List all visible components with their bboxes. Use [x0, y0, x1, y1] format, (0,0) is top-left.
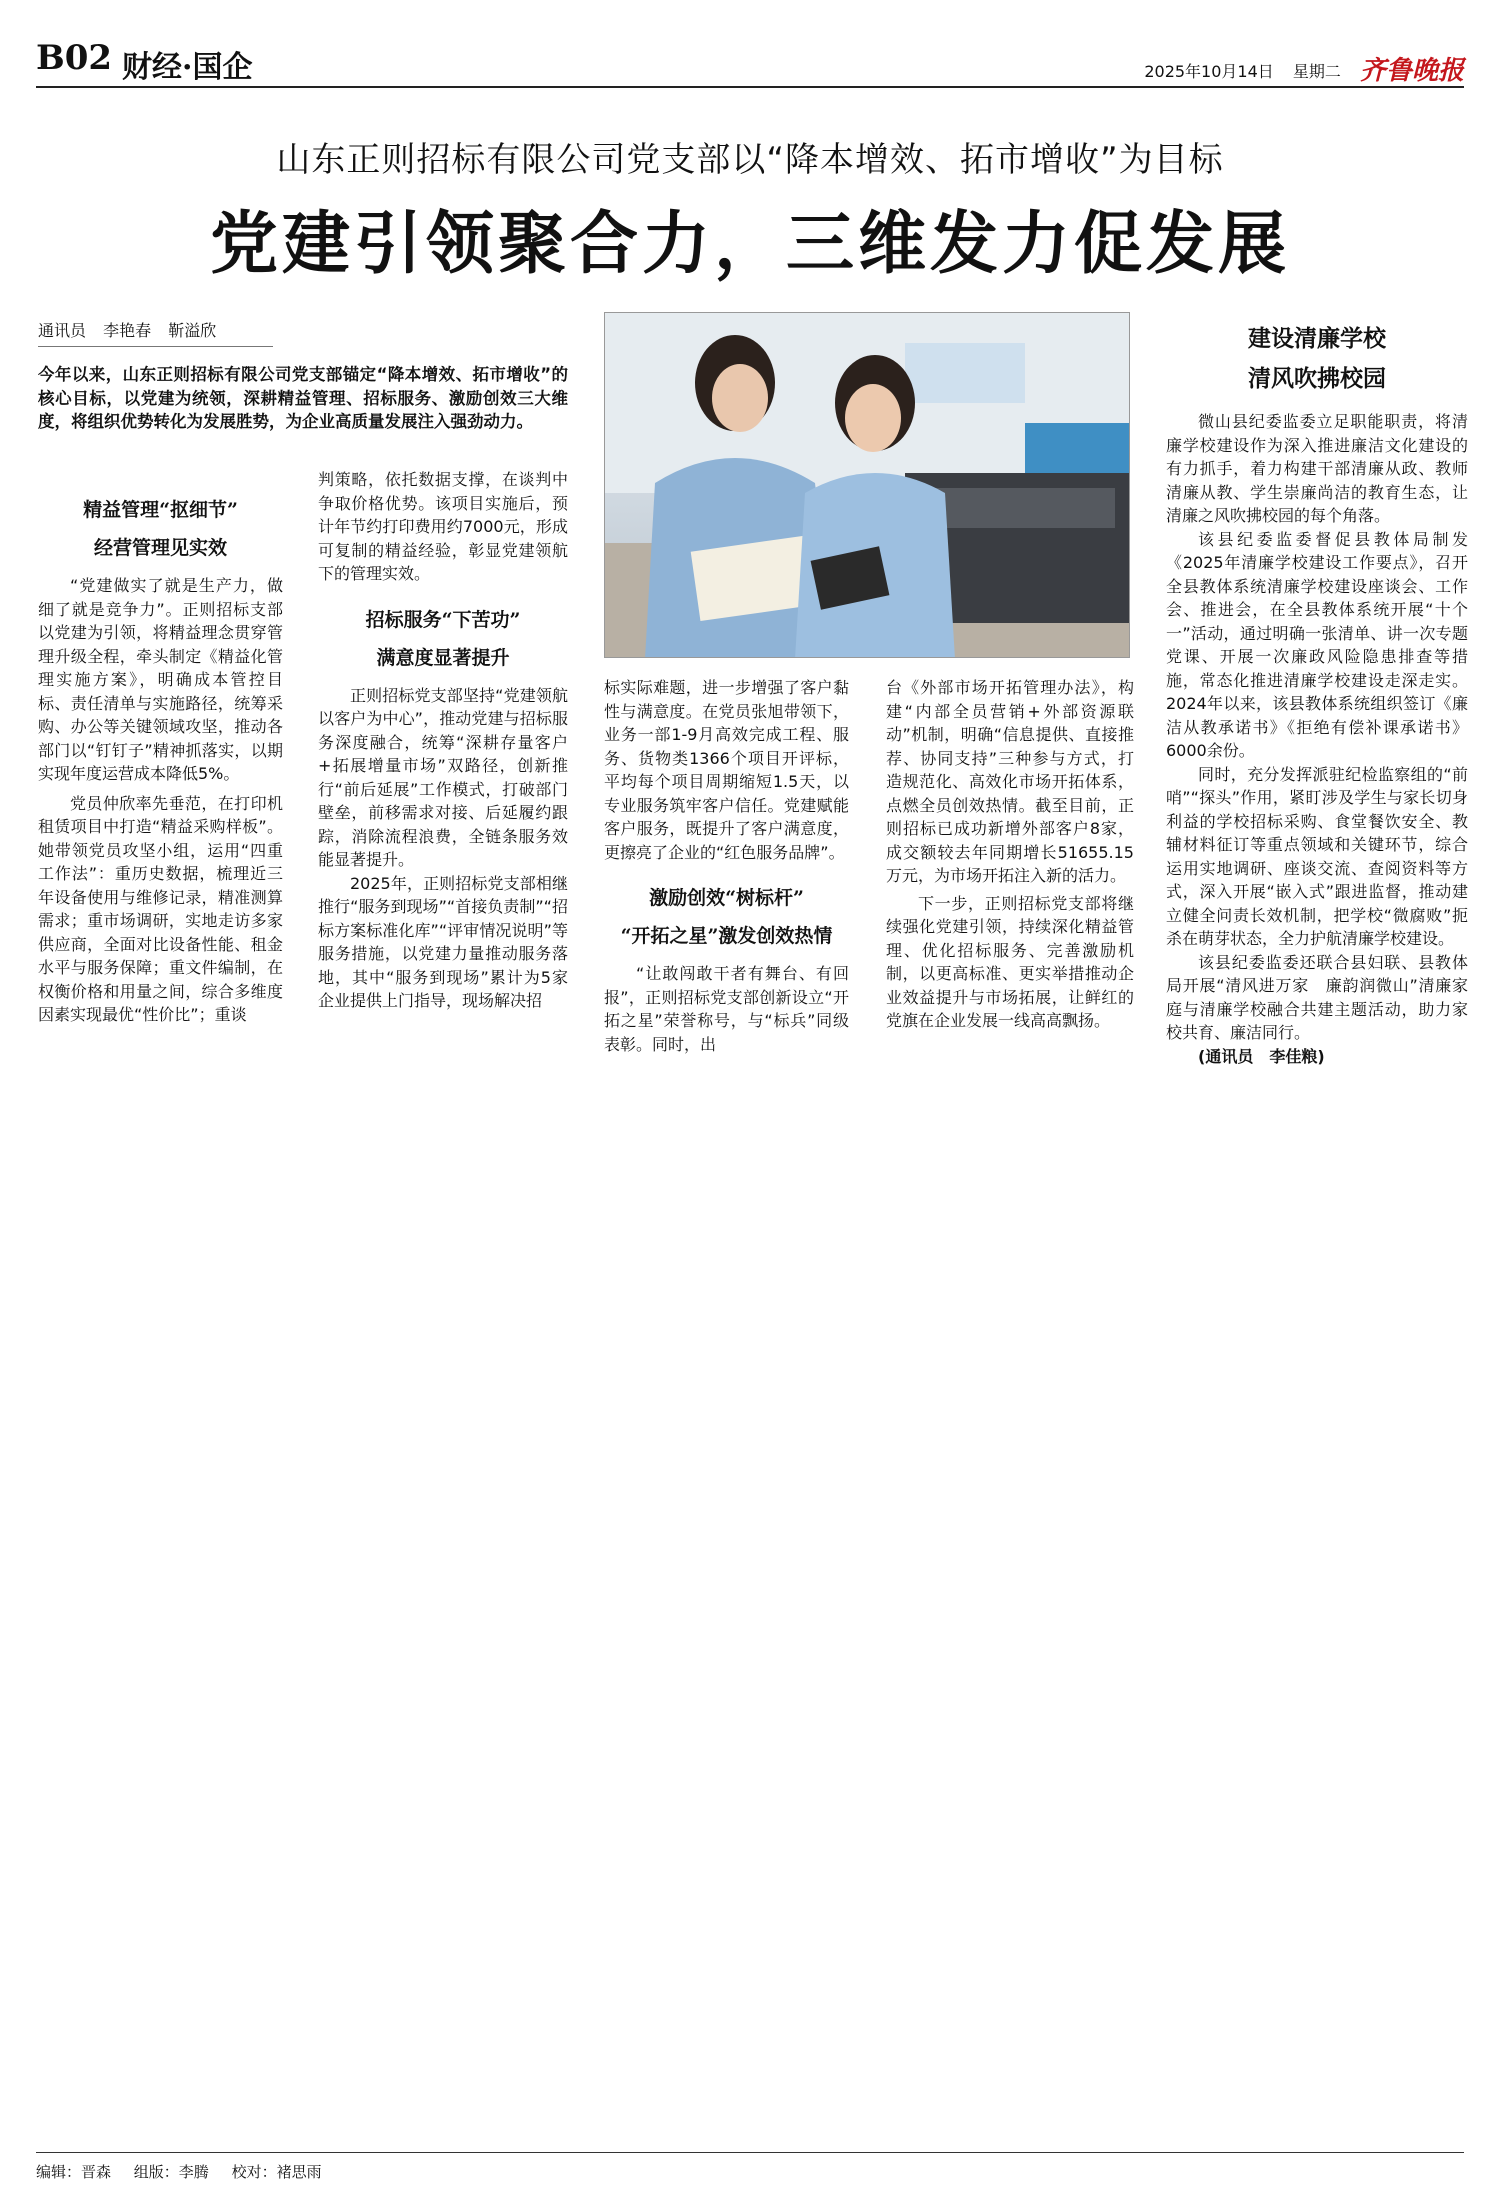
section-heading: 精益管理“抠细节” — [83, 499, 238, 521]
section-subheading: 经营管理见实效 — [93, 537, 227, 559]
paragraph: 该县纪委监委还联合县妇联、县教体局开展“清风进万家 廉韵润微山”清廉家庭与清廉学校融合共建主题活动，助力家校共育、廉洁同行。 — [1166, 952, 1468, 1042]
section-name: 财经·国企 — [122, 50, 253, 85]
byline-name: 靳溢欣 — [168, 321, 217, 340]
page-header — [36, 36, 1464, 88]
paragraph: “党建做实了就是生产力，做细了就是竞争力”。正则招标支部以党建为引领，将精益理念贯穿管理升级全程，牵头制定《精益化管理实施方案》，明确成本管控目标、责任清单与实施路径，统筹采购、办公等关键领域攻坚，推动各部门以“钉钉子”精神抓落实，以期实现年度运营成本降低5%。 — [38, 576, 283, 783]
issue-date: 2025年10月14日 — [1144, 62, 1274, 81]
paragraph: 同时，充分发挥派驻纪检监察组的“前哨”“探头”作用，紧盯涉及学生与家长切身利益的学校招标采购、食堂餐饮安全、教辅材料征订等重点领域和关键环节，综合运用实地调研、座谈交流、查阅资料等方式，深入开展“嵌入式”跟进监督，推动建立健全问责长效机制，把学校“微腐败”扼杀在萌芽状态，全力护航清廉学校建设。 — [1166, 764, 1468, 948]
paragraph: “让敢闯敢干者有舞台、有回报”，正则招标党支部创新设立“开拓之星”荣誉称号，与“标兵”同级表彰。同时，出 — [604, 964, 849, 1054]
byline-role: 通讯员 — [38, 321, 87, 340]
masthead-logo: 齐鲁晚报 — [1359, 56, 1464, 86]
side-article-subtitle: 清风吹拂校园 — [1248, 365, 1386, 392]
section-subheading: 满意度显著提升 — [376, 646, 510, 669]
section-heading: 招标服务“下苦功” — [365, 608, 521, 631]
article-column-2 — [318, 468, 568, 1013]
header-meta — [1130, 48, 1464, 85]
byline — [38, 318, 273, 347]
page-number: B02 — [36, 38, 113, 78]
article-column-4 — [886, 676, 1134, 1033]
paragraph: 标实际难题，进一步增强了客户黏性与满意度。在党员张旭带领下，业务一部1-9月高效完成工程、服务、货物类1366个项目开评标，平均每个项目周期缩短1.5天，以专业服务筑牢客户信任。党建赋能客户服务，既提升了客户满意度，更擦亮了企业的“红色服务品牌”。 — [604, 678, 849, 862]
byline-name: 李艳春 — [103, 321, 152, 340]
issue-weekday: 星期二 — [1292, 62, 1341, 81]
paragraph: 党员仲欣率先垂范，在打印机租赁项目中打造“精益采购样板”。她带领党员攻坚小组，运用“四重工作法”：重历史数据，梳理近三年设备使用与维修记录，精准测算需求；重市场调研，实地走访多家供应商，全面对比设备性能、租金水平与服务保障；重文件编制，在权衡价格和用量之间，综合多维度因素实现最优“性价比”；重谈 — [38, 793, 283, 1024]
article-column-1 — [38, 486, 283, 1027]
article-lead: 今年以来，山东正则招标有限公司党支部锚定“降本增效、拓市增收”的核心目标，以党建为统领，深耕精益管理、招标服务、激励创效三大维度，将组织优势转化为发展胜势，为企业高质量发展注入强劲动力。 — [38, 365, 568, 431]
paragraph: 该县纪委监委督促县教体局制发《2025年清廉学校建设工作要点》，召开全县教体系统清廉学校建设座谈会、工作会、推进会，在全县教体系统开展“十个一”活动，通过明确一张清单、讲一次专题党课、开展一次廉政风险隐患排查等措施，常态化推进清廉学校建设走深走实。2024年以来，该县教体系统组织签订《廉洁从教承诺书》《拒绝有偿补课承诺书》6000余份。 — [1166, 529, 1468, 760]
paragraph: 正则招标党支部坚持“党建领航以客户为中心”，推动党建与招标服务深度融合，统筹“深耕存量客户+拓展增量市场”双路径，创新推行“前后延展”工作模式，打破部门壁垒，前移需求对接、后延履约跟踪，消除流程浪费，全链条服务效能显著提升。 — [318, 685, 568, 869]
article-subtitle: 山东正则招标有限公司党支部以“降本增效、拓市增收”为目标 — [276, 140, 1224, 180]
article-title: 党建引领聚合力，三维发力促发展 — [209, 204, 1290, 284]
paragraph: 2025年，正则招标党支部相继推行“服务到现场”“首接负责制”“招标方案标准化库”“评审情况说明”等服务措施，以党建力量推动服务落地，其中“服务到现场”累计为5家企业提供上门指导，现场解决招 — [318, 873, 568, 1010]
footer-layout: 组版：李腾 — [133, 2163, 209, 2181]
section-heading: 激励创效“树标杆” — [649, 887, 804, 909]
paragraph: 判策略，依托数据支撑，在谈判中争取价格优势。该项目实施后，预计年节约打印费用约7000元，形成可复制的精益经验，彰显党建领航下的管理实效。 — [318, 470, 568, 583]
paragraph: 下一步，正则招标党支部将继续强化党建引领，持续深化精益管理、优化招标服务、完善激励机制，以更高标准、更实举措推动企业效益提升与市场拓展，让鲜红的党旗在企业发展一线高高飘扬。 — [886, 893, 1134, 1030]
side-article-body — [1166, 410, 1468, 1068]
footer-proof: 校对：褚思雨 — [231, 2163, 322, 2181]
section-subheading: “开拓之星”激发创效热情 — [620, 925, 833, 947]
photo-illustration — [605, 313, 1130, 658]
paragraph: 台《外部市场开拓管理办法》，构建“内部全员营销+外部资源联动”机制，明确“信息提供、直接推荐、协同支持”三种参与方式，打造规范化、高效化市场开拓体系，点燃全员创效热情。截至目前，正则招标已成功新增外部客户8家，成交额较去年同期增长51655.15万元，为市场开拓注入新的活力。 — [886, 678, 1134, 885]
side-article-credit: (通讯员 李佳粮) — [1198, 1046, 1325, 1066]
news-photo — [604, 312, 1130, 658]
footer-editor: 编辑：晋森 — [36, 2163, 112, 2181]
side-article-title: 建设清廉学校 — [1248, 325, 1386, 352]
paragraph: 微山县纪委监委立足职能职责，将清廉学校建设作为深入推进廉洁文化建设的有力抓手，着力构建干部清廉从政、教师清廉从教、学生崇廉尚洁的教育生态，让清廉之风吹拂校园的每个角落。 — [1166, 412, 1468, 525]
page-footer — [36, 2152, 1464, 2182]
article-column-3 — [604, 676, 849, 1056]
